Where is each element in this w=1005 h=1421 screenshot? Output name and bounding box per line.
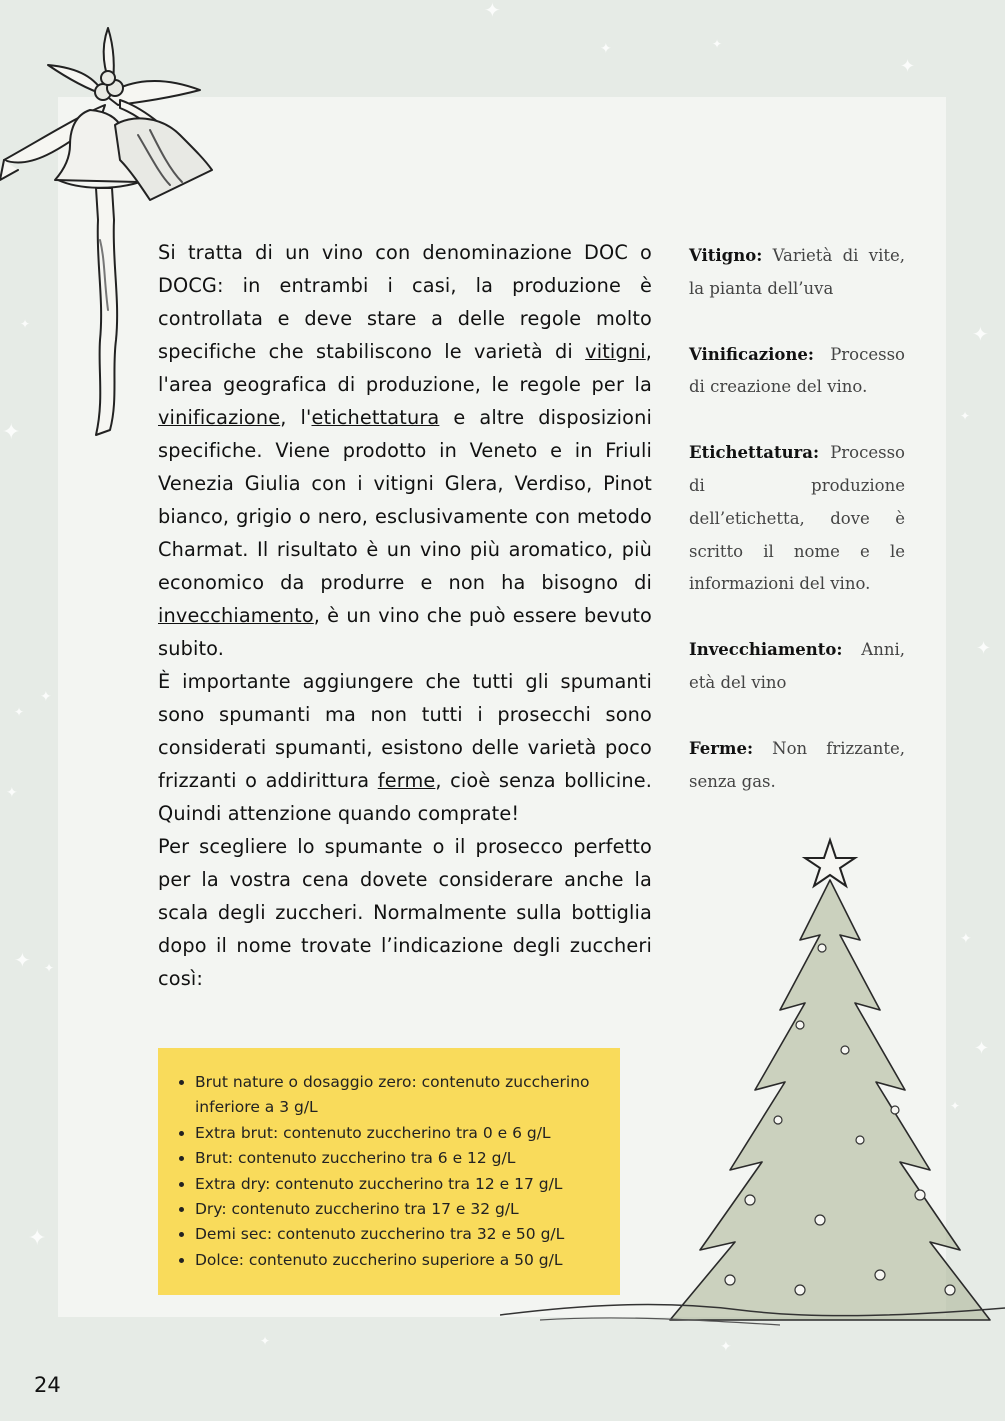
glossary-link-etichettatura[interactable]: etichettatura xyxy=(311,406,440,429)
star-icon: ✦ xyxy=(600,41,612,57)
sugar-scale-list xyxy=(158,1048,620,1273)
glossary-link-vitigni[interactable]: vitigni xyxy=(585,340,646,363)
star-icon: ✦ xyxy=(720,1339,732,1355)
star-icon: ✦ xyxy=(484,0,501,22)
star-icon: ✦ xyxy=(6,785,18,801)
list-item: • Extra dry: contenuto zuccherino tra 12 e 17 g/L xyxy=(195,1172,600,1197)
glossary-link-ferme[interactable]: ferme xyxy=(377,769,436,792)
star-icon: ✦ xyxy=(28,1226,47,1251)
glossary-link-invecchiamento[interactable]: invecchiamento xyxy=(158,604,314,627)
glossary-sidebar xyxy=(689,240,905,831)
star-icon: ✦ xyxy=(2,420,21,445)
list-item: • Brut: contenuto zuccherino tra 6 e 12 g/L xyxy=(195,1146,600,1171)
main-article-text xyxy=(158,236,652,995)
list-item: • Dry: contenuto zuccherino tra 17 e 32 g/L xyxy=(195,1197,600,1222)
star-icon: ✦ xyxy=(960,409,971,423)
list-item: • Demi sec: contenuto zuccherino tra 32 e 50 g/L xyxy=(195,1222,600,1247)
glossary-entry-etichettatura: Etichettatura: Processo di produzione dell’etichetta, dove è scritto il nome e le informazioni del vino. xyxy=(689,443,905,594)
star-icon: ✦ xyxy=(14,948,31,972)
star-icon: ✦ xyxy=(712,37,723,51)
glossary-entry-ferme: Ferme: Non frizzante, senza gas. xyxy=(689,738,905,791)
glossary-entry-vitigno: Vitigno: Varietà di vite, la pianta dell’uva xyxy=(689,246,905,298)
glossary-entry-vinificazione: Vinificazione: Processo di creazione del vino. xyxy=(689,344,905,397)
star-icon: ✦ xyxy=(974,1038,990,1059)
paragraph-2: È importante aggiungere che tutti gli spumanti sono spumanti ma non tutti i prosecchi sono considerati spumanti, esistono delle varietà poco frizzanti o addirittura ferme, cioè senza bollicine. Quindi attenzione quando comprate! xyxy=(158,670,652,825)
star-icon: ✦ xyxy=(976,638,992,659)
list-item: • Extra brut: contenuto zuccherino tra 0 e 6 g/L xyxy=(195,1121,600,1146)
star-icon: ✦ xyxy=(44,961,55,975)
star-icon: ✦ xyxy=(260,1334,271,1348)
star-icon: ✦ xyxy=(972,322,989,346)
star-icon: ✦ xyxy=(900,56,916,77)
page-number: 24 xyxy=(34,1373,61,1397)
star-icon: ✦ xyxy=(950,1099,961,1113)
star-icon: ✦ xyxy=(14,705,25,719)
list-item: • Brut nature o dosaggio zero: contenuto zuccherino inferiore a 3 g/L xyxy=(195,1070,600,1121)
list-item: • Dolce: contenuto zuccherino superiore a 50 g/L xyxy=(195,1248,600,1273)
star-icon: ✦ xyxy=(40,689,52,705)
star-icon: ✦ xyxy=(20,317,31,331)
paragraph-1: Si tratta di un vino con denominazione DOC o DOCG: in entrambi i casi, la produzione è controllata e deve stare a delle regole molto specifiche che stabiliscono le varietà di vitigni, l'area geografica di produzione, le regole per la vinificazione, l'etichettatura e altre disposizioni specifiche. Viene prodotto in Veneto e in Friuli Venezia Giulia con i vitigni Glera, Verdiso, Pinot bianco, grigio o nero, esclusivamente con metodo Charmat. Il risultato è un vino più aromatico, più economico da produrre e non ha bisogno di invecchiamento, è un vino che può essere bevuto subito. xyxy=(158,241,653,660)
glossary-link-vinificazione[interactable]: vinificazione xyxy=(158,406,281,429)
glossary-entry-invecchiamento: Invecchiamento: Anni, età del vino xyxy=(689,640,905,692)
sugar-scale-box xyxy=(158,1048,620,1295)
paragraph-3: Per scegliere lo spumante o il prosecco perfetto per la vostra cena dovete considerare anche la scala degli zuccheri. Normalmente sulla bottiglia dopo il nome trovate l’indicazione degli zuccheri così: xyxy=(158,835,652,990)
star-icon: ✦ xyxy=(960,931,972,947)
